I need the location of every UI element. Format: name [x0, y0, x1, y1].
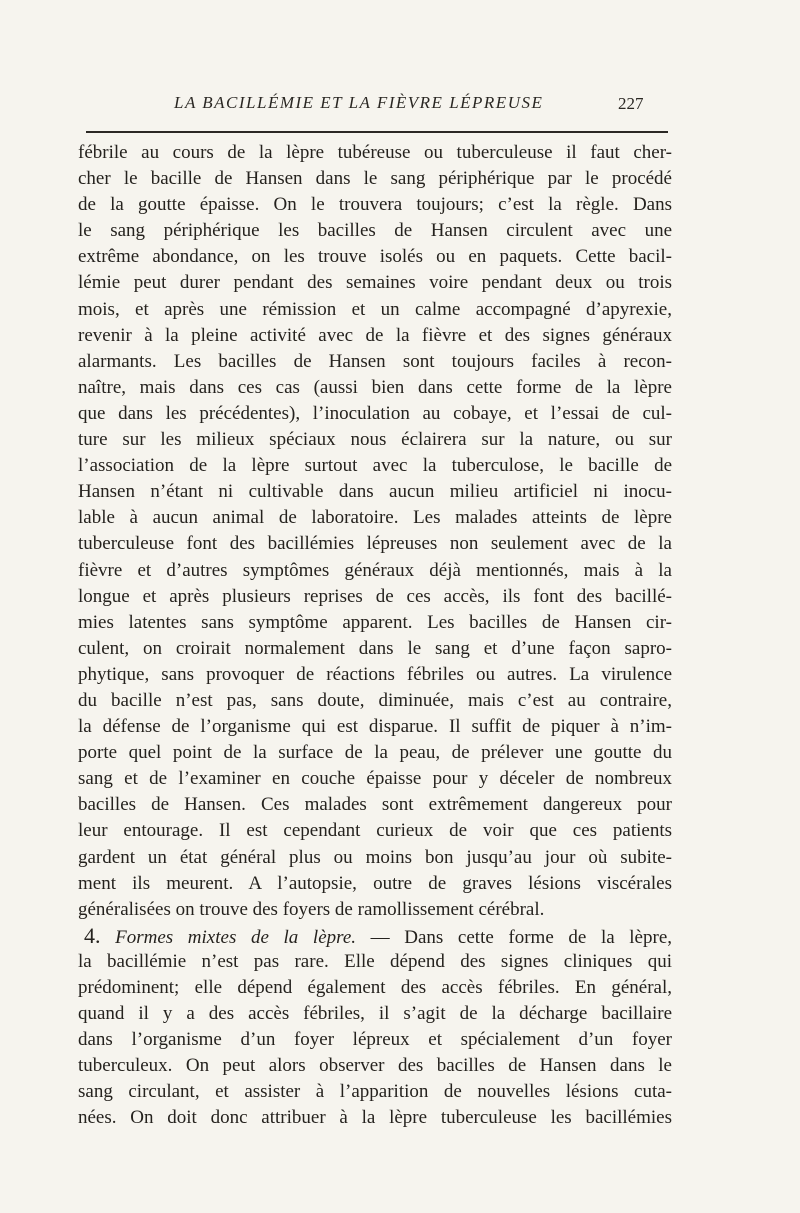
page-number: 227 — [618, 94, 644, 113]
text-line: tuberculeux. On peut alors observer des bacilles de Hansen dans le — [78, 1055, 672, 1077]
text-line: quand il y a des accès fébriles, il s’agit de la décharge bacillaire — [78, 1003, 672, 1025]
text-line: que dans les précédentes), l’inoculation au cobaye, et l’essai de cul- — [78, 402, 672, 424]
text-line: lémie peut durer pendant des semaines voire pendant deux ou trois — [78, 272, 672, 294]
text-line: dans l’organisme d’un foyer lépreux et spécialement d’un foyer — [78, 1029, 672, 1051]
section-number: 4. — [84, 922, 101, 948]
text-line: mies latentes sans symptôme apparent. Les bacilles de Hansen cir- — [78, 611, 672, 633]
text-line: culent, on croirait normalement dans le sang et d’une façon sapro- — [78, 637, 672, 659]
text-line: longue et après plusieurs reprises de ces accès, ils font des bacillé- — [78, 585, 672, 607]
text-line: du bacille n’est pas, sans doute, diminuée, mais c’est au contraire, — [78, 689, 672, 711]
text-line: sang circulant, et assister à l’apparition de nouvelles lésions cuta- — [78, 1081, 672, 1103]
text-line: prédominent; elle dépend également des accès fébriles. En général, — [78, 977, 672, 998]
text-line: nées. On doit donc attribuer à la lèpre tuberculeuse les bacillémies — [78, 1107, 672, 1129]
text-line: extrême abondance, on les trouve isolés ou en paquets. Cette bacil- — [78, 246, 672, 268]
text-line: mois, et après une rémission et un calme accompagné d’apyrexie, — [78, 298, 672, 320]
section-first-line-text: — Dans cette forme de la lèpre, — [370, 926, 672, 948]
text-line: cher le bacille de Hansen dans le sang périphérique par le procédé — [78, 168, 672, 190]
text-line: fièvre et d’autres symptômes généraux déjà mentionnés, mais à la — [78, 559, 672, 581]
section-heading-line — [78, 923, 672, 949]
text-line: la bacillémie n’est pas rare. Elle dépend des signes cliniques qui — [78, 950, 672, 972]
header-rule — [86, 131, 668, 133]
text-line: fébrile au cours de la lèpre tubéreuse ou tuberculeuse il faut cher- — [78, 142, 672, 163]
text-line: porte quel point de la surface de la peau, de prélever une goutte du — [78, 742, 672, 764]
text-line: de la goutte épaisse. On le trouvera toujours; c’est la règle. Dans — [78, 194, 672, 216]
text-line: généralisées on trouve des foyers de ramollissement cérébral. — [78, 898, 545, 920]
text-line: ment ils meurent. A l’autopsie, outre de graves lésions viscérales — [78, 872, 672, 894]
text-line: tuberculeuse font des bacillémies lépreuses non seulement avec de la — [78, 533, 672, 555]
section-title: Formes mixtes de la lèpre. — [115, 926, 356, 948]
text-line: phytique, sans provoquer de réactions fébriles ou autres. La virulence — [78, 663, 672, 685]
text-line: gardent un état général plus ou moins bon jusqu’au jour où subite- — [78, 846, 672, 868]
text-line: Hansen n’étant ni cultivable dans aucun milieu artificiel ni inocu- — [78, 481, 672, 503]
text-line: la défense de l’organisme qui est disparue. Il suffit de piquer à n’im- — [78, 716, 672, 738]
text-line: bacilles de Hansen. Ces malades sont extrêmement dangereux pour — [78, 794, 672, 816]
text-line: alarmants. Les bacilles de Hansen sont toujours faciles à recon- — [78, 350, 672, 372]
text-line: ture sur les milieux spéciaux nous éclairera sur la nature, ou sur — [78, 429, 672, 451]
text-line: le sang périphérique les bacilles de Hansen circulent avec une — [78, 220, 672, 242]
text-line: lable à aucun animal de laboratoire. Les malades atteints de lèpre — [78, 507, 672, 529]
text-line: naître, mais dans ces cas (aussi bien dans cette forme de la lèpre — [78, 376, 672, 398]
text-line: revenir à la pleine activité avec de la fièvre et des signes généraux — [78, 324, 672, 346]
text-line: l’association de la lèpre surtout avec la tuberculose, le bacille de — [78, 455, 672, 477]
text-line: leur entourage. Il est cependant curieux de voir que ces patients — [78, 820, 672, 842]
body-text — [78, 140, 672, 1132]
running-head: LA BACILLÉMIE ET LA FIÈVRE LÉPREUSE — [174, 93, 544, 112]
text-line: sang et de l’examiner en couche épaisse pour y déceler de nombreux — [78, 768, 672, 790]
